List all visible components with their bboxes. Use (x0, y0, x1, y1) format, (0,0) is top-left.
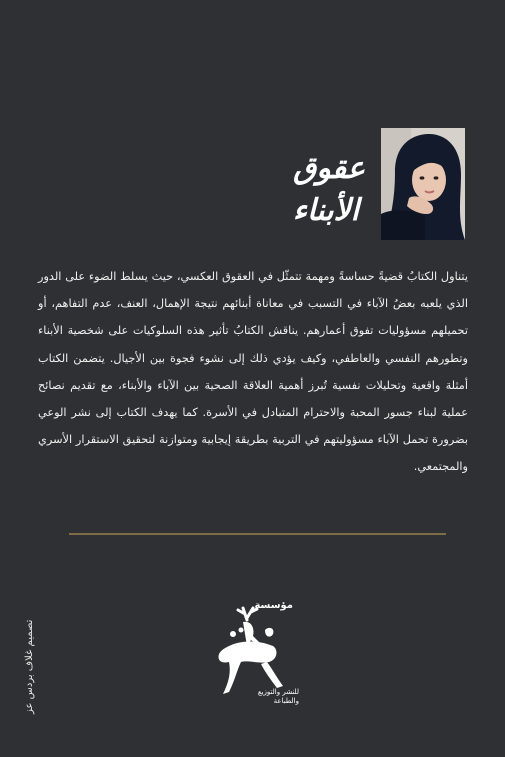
cover-design-credit: تصميم غلاف بردس عز (24, 619, 35, 714)
publisher-logo-bottom-text: للنشر والتوزيع والطباعة (257, 688, 299, 705)
title-block (230, 150, 365, 240)
divider-line (69, 533, 446, 535)
book-description: يتناول الكتابُ قضيةً حساسةً ومهمة تتمثّل في العقوق العكسي، حيث يسلط الضوء على الدور الذي يلعبه بعضُ الآباء في التسبب في معاناة أبنائهم نتيجة الإهمال، العنف، عدم التفاهم، أو تحميلهم مسؤوليات تفوق أعمارهم. يناقش الكتابُ تأثير هذه السلوكيات على شخصية الأبناء وتطورهم النفسي والعاطفي، وكيف يؤدي ذلك إلى نشوء فجوة بين الأجيال. يتضمن الكتاب أمثلة واقعية وتحليلات نفسية تُبرز أهمية العلاقة الصحية بين الآباء والأبناء، مع تقديم نصائح عملية لبناء جسور المحبة والاحترام المتبادل في الأسرة. كما يهدف الكتاب إلى نشر الوعي بضرورة تحمل الآباء مسؤوليتهم في التربية بطريقة إيجابية ومتوازنة لتحقيق الاستقرار الأسري والمجتمعي. (38, 270, 468, 474)
publisher-logo-top-text: مؤسسة (254, 600, 293, 611)
author-portrait-image (381, 128, 465, 240)
author-photo (381, 128, 465, 240)
book-title-line-2: الأبناء (292, 193, 359, 228)
book-title-line-1: عقوق (293, 151, 365, 186)
publisher-logo (207, 600, 297, 705)
